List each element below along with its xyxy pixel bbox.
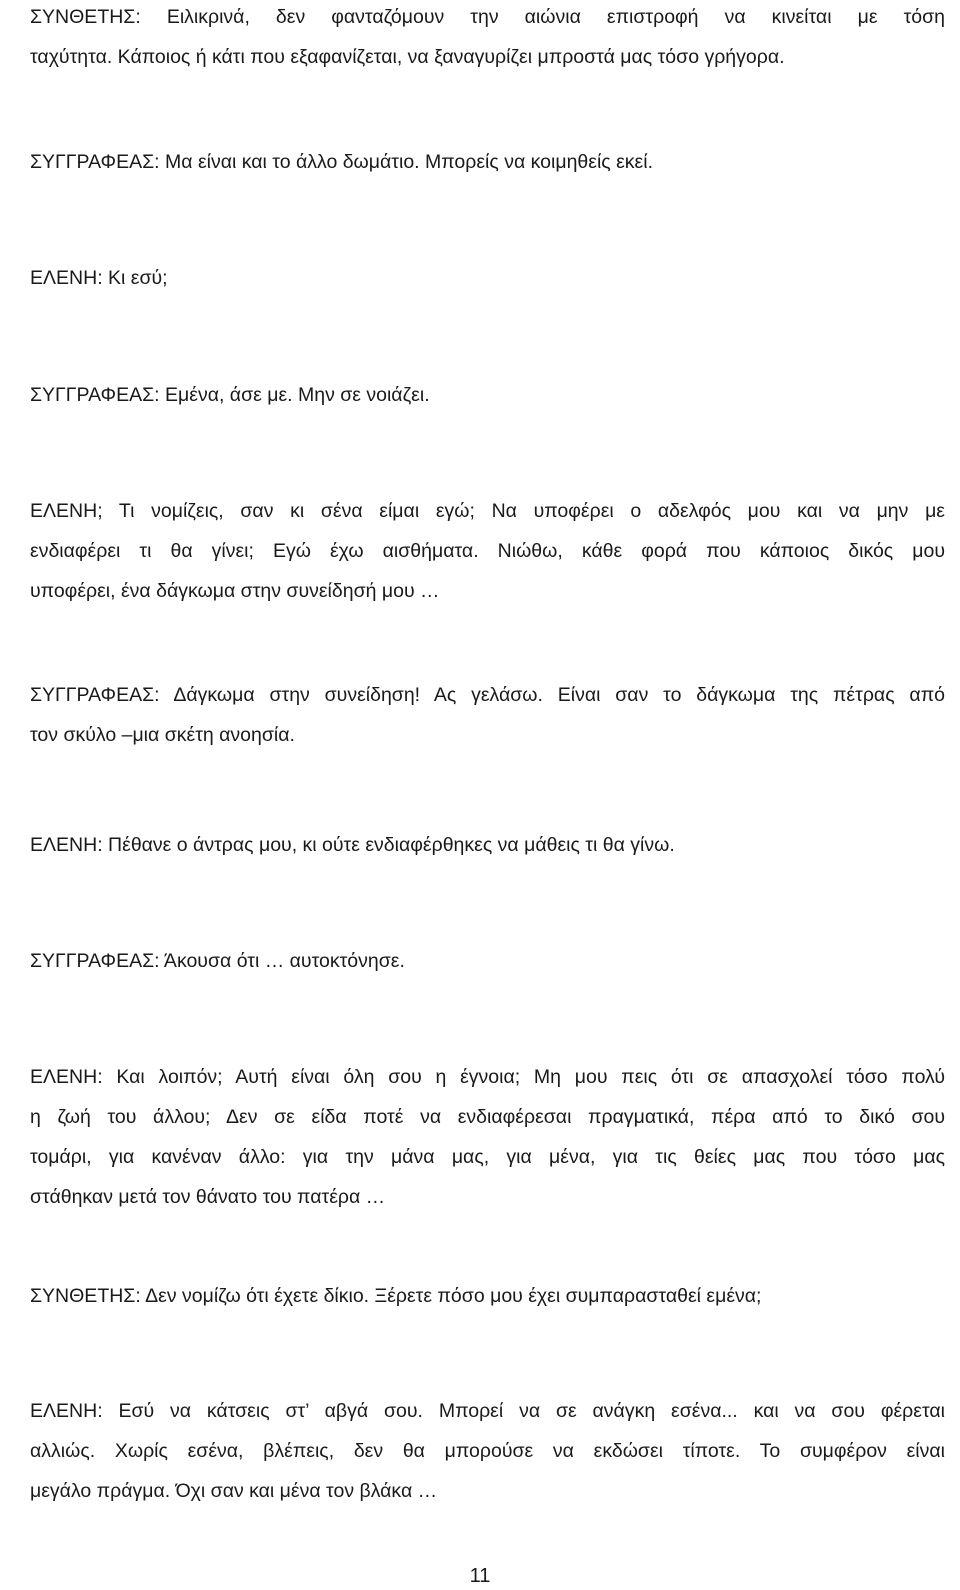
text-line: τον σκύλο –μια σκέτη ανοησία. [30,724,295,746]
text-line: ΕΛΕΝΗ: Πέθανε ο άντρας μου, κι ούτε ενδιαφέρθηκες να μάθεις τι θα γίνω. [30,834,675,856]
text-line: μεγάλο πράγμα. Όχι σαν και μένα τον βλάκα … [30,1480,438,1502]
paragraph-syggrafeas-2 [30,375,945,415]
paragraph-syggrafeas-1 [30,142,945,182]
text-line: ΣΥΓΓΡΑΦΕΑΣ: Εμένα, άσε με. Μην σε νοιάζει. [30,384,430,406]
text-line: αλλιώς. Χωρίς εσένα, βλέπεις, δεν θα μπορούσε να εκδώσει τίποτε. Το συμφέρον είναι [30,1440,945,1462]
paragraph-eleni-5 [30,1391,945,1511]
text-line: ενδιαφέρει τι θα γίνει; Εγώ έχω αισθήματα. Νιώθω, κάθε φορά που κάποιος δικός μου [30,540,945,562]
text-line: στάθηκαν μετά τον θάνατο του πατέρα … [30,1186,386,1208]
page-number: 11 [469,1565,491,1587]
text-line: τομάρι, για κανέναν άλλο: για την μάνα μας, για μένα, για τις θείες μας που τόσο μας [30,1146,945,1168]
text-line: η ζωή του άλλου; Δεν σε είδα ποτέ να ενδιαφέρεσαι πραγματικά, πέρα από το δικό σου [30,1106,945,1128]
paragraph-eleni-4 [30,1057,945,1217]
text-line: ΕΛΕΝΗ: Εσύ να κάτσεις στ’ αβγά σου. Μπορεί να σε ανάγκη εσένα... και να σου φέρεται [30,1400,945,1422]
paragraph-syntheths-1 [30,0,945,77]
text-line: ΣΥΓΓΡΑΦΕΑΣ: Άκουσα ότι … αυτοκτόνησε. [30,950,405,972]
text-line: ΣΥΝΘΕΤΗΣ: Δεν νομίζω ότι έχετε δίκιο. Ξέρετε πόσο μου έχει συμπαρασταθεί εμένα; [30,1285,762,1307]
text-line: ταχύτητα. Κάποιος ή κάτι που εξαφανίζεται, να ξαναγυρίζει μπροστά μας τόσο γρήγορα. [30,46,785,68]
text-line: ΣΥΝΘΕΤΗΣ: Ειλικρινά, δεν φανταζόμουν την αιώνια επιστροφή να κινείται με τόση [30,6,945,28]
paragraph-eleni-1 [30,258,945,298]
text-line: υποφέρει, ένα δάγκωμα στην συνείδησή μου … [30,580,440,602]
paragraph-syggrafeas-3 [30,675,945,755]
paragraph-eleni-3 [30,825,945,865]
paragraph-syggrafeas-4 [30,941,945,981]
text-line: ΕΛΕΝΗ; Τι νομίζεις, σαν κι σένα είμαι εγώ; Να υποφέρει ο αδελφός μου και να μην με [30,500,945,522]
text-line: ΣΥΓΓΡΑΦΕΑΣ: Δάγκωμα στην συνείδηση! Ας γελάσω. Είναι σαν το δάγκωμα της πέτρας από [30,684,945,706]
text-line: ΕΛΕΝΗ: Και λοιπόν; Αυτή είναι όλη σου η έγνοια; Μη μου πεις ότι σε απασχολεί τόσο πολύ [30,1066,945,1088]
paragraph-syntheths-2 [30,1276,945,1316]
text-line: ΣΥΓΓΡΑΦΕΑΣ: Μα είναι και το άλλο δωμάτιο. Μπορείς να κοιμηθείς εκεί. [30,151,653,173]
paragraph-eleni-2 [30,491,945,611]
text-line: ΕΛΕΝΗ: Κι εσύ; [30,267,168,289]
